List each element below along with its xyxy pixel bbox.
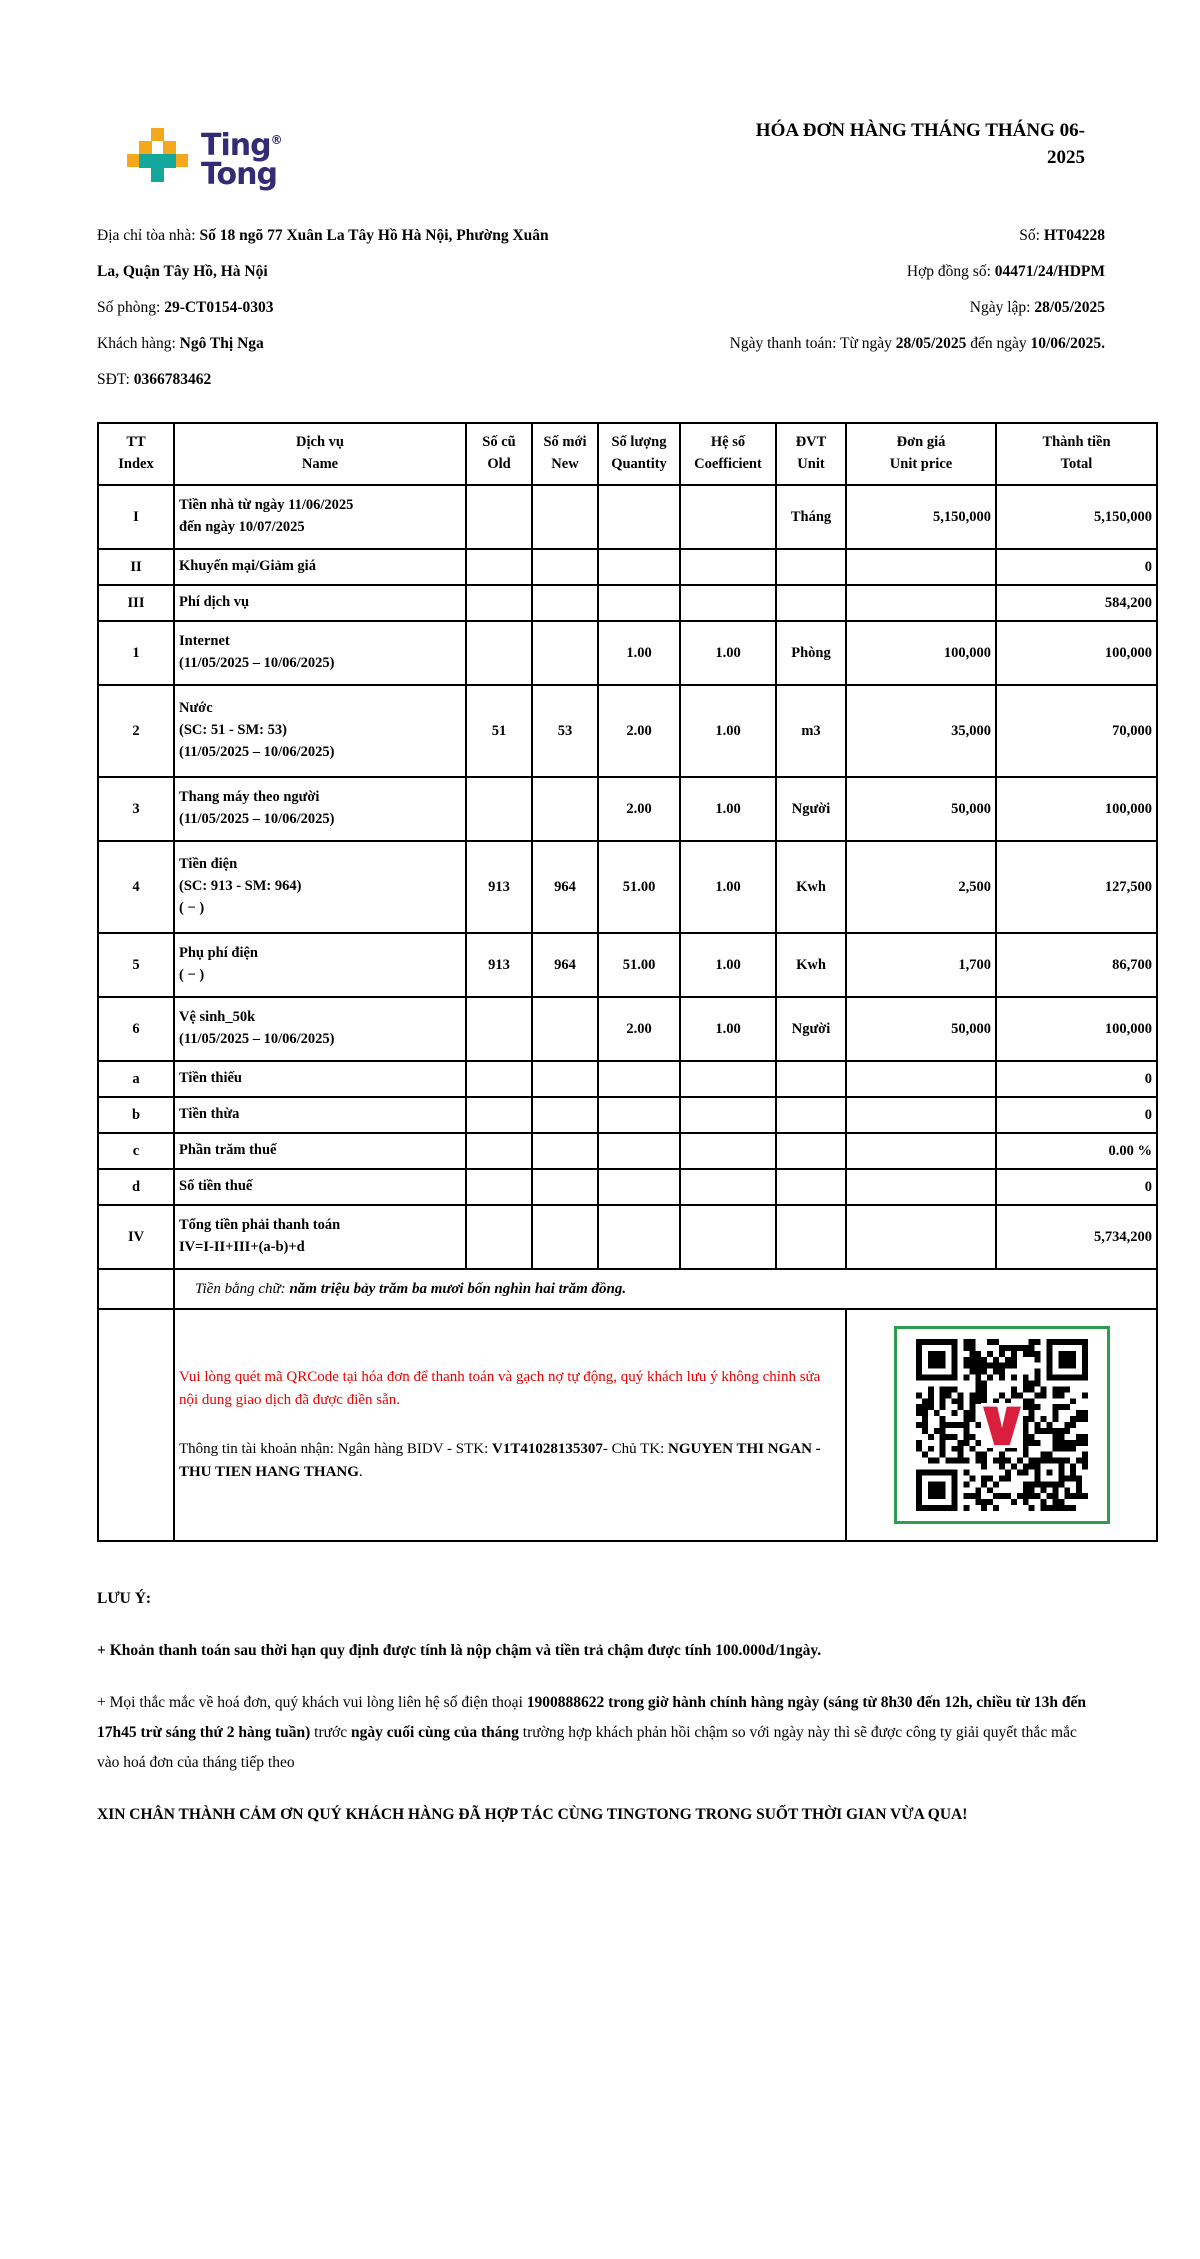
cell-new-reading (532, 549, 598, 585)
cell-unit-price: 100,000 (846, 621, 996, 685)
cell-total: 100,000 (996, 997, 1157, 1061)
cell-service-name (174, 1205, 466, 1269)
column-header-line: Unit price (889, 456, 953, 472)
column-header-line: Unit (797, 456, 825, 472)
info-label: trường hợp khách phản hồi chậm so với ngày này thì sẽ được công ty giải quyết thắc mắc vào hoá đơn của tháng tiếp theo (97, 1724, 1077, 1771)
cell-new-reading (532, 485, 598, 549)
bank-account-info (179, 1438, 841, 1485)
cell-unit-price (846, 1169, 996, 1205)
service-name-line: (11/05/2025 – 10/06/2025) (179, 1031, 335, 1047)
service-name-line: (SC: 51 - SM: 53) (179, 722, 287, 739)
table-row (98, 685, 1157, 777)
cell-new-reading (532, 1133, 598, 1169)
cell-coefficient (680, 1169, 776, 1205)
table-row (98, 841, 1157, 933)
cell-service-name (174, 933, 466, 997)
logo-line1: Ting (201, 128, 271, 163)
info-label: . (358, 1464, 363, 1481)
cell-coefficient: 1.00 (680, 777, 776, 841)
cell-service-name (174, 1169, 466, 1205)
cell-service-name (174, 1133, 466, 1169)
cell-quantity: 2.00 (598, 997, 680, 1061)
cell-index: III (98, 585, 174, 621)
cell-new-reading: 53 (532, 685, 598, 777)
service-name-line: Tiền điện (179, 856, 238, 873)
notes-heading: LƯU Ý: (97, 1590, 152, 1607)
column-header-line: Hệ số (710, 434, 746, 451)
cell-quantity: 2.00 (598, 685, 680, 777)
info-label: Ngày lập: (969, 299, 1035, 316)
logo-wordmark (201, 126, 283, 192)
cell-unit-price (846, 549, 996, 585)
cell-total: 86,700 (996, 933, 1157, 997)
logo-pixel (163, 141, 176, 154)
service-name-line: (11/05/2025 – 10/06/2025) (179, 655, 335, 671)
cell-new-reading (532, 1205, 598, 1269)
table-row (98, 585, 1157, 621)
hotline-note (97, 1688, 1103, 1778)
info-value: ngày cuối cùng của tháng (350, 1724, 519, 1741)
info-label: Số: (1019, 227, 1044, 244)
amount-in-words-row (98, 1269, 1157, 1309)
cell-unit-price (846, 1205, 996, 1269)
column-header (776, 423, 846, 485)
cell-new-reading (532, 585, 598, 621)
cell-old-reading: 913 (466, 841, 532, 933)
service-name-line: Tiền thừa (179, 1106, 240, 1123)
cell-service-name (174, 997, 466, 1061)
service-name-line: Tiền nhà từ ngày 11/06/2025 (179, 497, 354, 514)
cell-service-name (174, 585, 466, 621)
cell-unit-price: 35,000 (846, 685, 996, 777)
service-name-line: Thang máy theo người (179, 789, 320, 806)
info-line (557, 218, 1105, 254)
cell-old-reading: 913 (466, 933, 532, 997)
info-line (97, 362, 557, 398)
cell-total: 5,734,200 (996, 1205, 1157, 1269)
info-value: NGUYEN THI NGAN - THU TIEN HANG THANG (179, 1441, 821, 1481)
cell-old-reading (466, 1169, 532, 1205)
table-header-row (98, 423, 1157, 485)
cell-index: a (98, 1061, 174, 1097)
table-row (98, 1061, 1157, 1097)
cell-total: 0 (996, 1097, 1157, 1133)
column-header (466, 423, 532, 485)
cell-old-reading (466, 777, 532, 841)
table-row (98, 1133, 1157, 1169)
column-header-line: Old (487, 456, 511, 472)
amount-in-words-label: Tiền bằng chữ: (195, 1280, 290, 1297)
cell-index: 4 (98, 841, 174, 933)
cell-unit: Kwh (776, 841, 846, 933)
service-name-line: (11/05/2025 – 10/06/2025) (179, 811, 335, 827)
info-label: SĐT: (97, 371, 134, 388)
amount-in-words-value: năm triệu bảy trăm ba mươi bốn nghìn hai trăm đồng. (289, 1280, 627, 1297)
cell-quantity: 1.00 (598, 621, 680, 685)
cell-quantity: 51.00 (598, 841, 680, 933)
service-name-line: (SC: 913 - SM: 964) (179, 878, 302, 895)
info-label: Địa chỉ tòa nhà: (97, 227, 200, 244)
cell-quantity (598, 1205, 680, 1269)
cell-service-name (174, 1097, 466, 1133)
service-name-line: đến ngày 10/07/2025 (179, 519, 305, 535)
table-row (98, 1097, 1157, 1133)
cell-index: 5 (98, 933, 174, 997)
tingtong-logo-icon (127, 128, 189, 192)
cell-coefficient (680, 1061, 776, 1097)
column-header-line: ĐVT (795, 434, 827, 451)
cell-new-reading (532, 1169, 598, 1205)
cell-new-reading: 964 (532, 841, 598, 933)
cell-service-name (174, 1061, 466, 1097)
cell-coefficient (680, 1097, 776, 1133)
column-header-line: Coefficient (694, 456, 762, 472)
cell-index: d (98, 1169, 174, 1205)
column-header (846, 423, 996, 485)
cell-unit (776, 1133, 846, 1169)
cell-index: c (98, 1133, 174, 1169)
column-header-line: Dịch vụ (296, 434, 344, 451)
cell-coefficient (680, 585, 776, 621)
cell-quantity (598, 585, 680, 621)
cell-new-reading (532, 621, 598, 685)
cell-coefficient: 1.00 (680, 933, 776, 997)
qr-code-cell (846, 1309, 1157, 1541)
cell-old-reading (466, 1205, 532, 1269)
service-name-line: Phí dịch vụ (179, 594, 250, 611)
cell-old-reading (466, 549, 532, 585)
column-header-line: Số lượng (611, 434, 667, 451)
column-header-line: Thành tiền (1042, 434, 1111, 451)
service-name-line: Tiền thiếu (179, 1070, 242, 1087)
cell-total: 127,500 (996, 841, 1157, 933)
logo-pixel (151, 168, 164, 182)
column-header-line: New (551, 456, 579, 472)
cell-quantity (598, 1061, 680, 1097)
cell-service-name (174, 777, 466, 841)
cell-unit: Tháng (776, 485, 846, 549)
cell-coefficient (680, 1205, 776, 1269)
cell-total: 0 (996, 549, 1157, 585)
logo-pixel (151, 128, 164, 141)
cell-unit (776, 549, 846, 585)
cell-unit-price: 50,000 (846, 997, 996, 1061)
cell-total: 70,000 (996, 685, 1157, 777)
cell-coefficient: 1.00 (680, 997, 776, 1061)
cell-coefficient: 1.00 (680, 841, 776, 933)
service-name-line: ( − ) (179, 899, 205, 916)
info-label: Thông tin tài khoản nhận: Ngân hàng BIDV - STK: (179, 1441, 493, 1457)
info-value: 0366783462 (133, 371, 212, 388)
cell-quantity (598, 1097, 680, 1133)
cell-index: IV (98, 1205, 174, 1269)
cell-unit-price: 50,000 (846, 777, 996, 841)
cell-total: 584,200 (996, 585, 1157, 621)
info-left-column (97, 218, 557, 398)
service-name-line: Internet (179, 633, 230, 650)
column-header (98, 423, 174, 485)
cell-coefficient (680, 1133, 776, 1169)
cell-unit: Người (776, 997, 846, 1061)
column-header (174, 423, 466, 485)
cell-index: 6 (98, 997, 174, 1061)
cell-total: 0 (996, 1169, 1157, 1205)
cell-old-reading (466, 1061, 532, 1097)
table-row (98, 777, 1157, 841)
column-header-line: TT (126, 434, 146, 451)
logo-line2: Tong (201, 157, 277, 192)
empty-cell (98, 1269, 174, 1309)
logo-pixel (175, 154, 188, 167)
info-label: trước (310, 1724, 351, 1741)
table-row (98, 1205, 1157, 1269)
service-name-line: Tổng tiền phải thanh toán (179, 1217, 341, 1234)
cell-coefficient: 1.00 (680, 621, 776, 685)
column-header (532, 423, 598, 485)
cell-service-name (174, 685, 466, 777)
table-row (98, 549, 1157, 585)
cell-new-reading (532, 997, 598, 1061)
cell-unit: Người (776, 777, 846, 841)
cell-quantity: 2.00 (598, 777, 680, 841)
tingtong-logo (127, 116, 283, 192)
qr-row (98, 1309, 1157, 1541)
empty-cell (98, 1309, 174, 1541)
cell-total: 5,150,000 (996, 485, 1157, 549)
info-right-column (557, 218, 1105, 398)
cell-unit (776, 1205, 846, 1269)
table-row (98, 1169, 1157, 1205)
cell-index: 1 (98, 621, 174, 685)
cell-new-reading (532, 1061, 598, 1097)
cell-coefficient (680, 549, 776, 585)
cell-coefficient (680, 485, 776, 549)
payment-instructions-cell (174, 1309, 846, 1541)
column-header-line: Name (301, 456, 339, 472)
cell-index: II (98, 549, 174, 585)
cell-unit (776, 1061, 846, 1097)
info-line (97, 218, 557, 290)
qr-payment-notice: Vui lòng quét mã QRCode tại hóa đơn để thanh toán và gạch nợ tự động, quý khách lưu ý không chỉnh sửa nội dung giao dịch đã được điền sẵn. (179, 1368, 821, 1408)
column-header (680, 423, 776, 485)
info-label: Khách hàng: (97, 335, 180, 352)
column-header (996, 423, 1157, 485)
column-header-line: Số cũ (482, 434, 516, 451)
column-header-line: Quantity (611, 456, 667, 472)
cell-quantity (598, 549, 680, 585)
info-line (97, 290, 557, 326)
info-line (97, 326, 557, 362)
info-line (557, 254, 1105, 290)
cell-old-reading (466, 485, 532, 549)
table-row (98, 997, 1157, 1061)
cell-unit (776, 1169, 846, 1205)
service-name-line: ( − ) (179, 967, 205, 983)
cell-unit-price (846, 1061, 996, 1097)
qr-code-frame (894, 1326, 1110, 1524)
footer-notes (97, 1584, 1103, 1830)
service-name-line: Khuyến mại/Giảm giá (179, 558, 316, 575)
thank-you-note: XIN CHÂN THÀNH CẢM ƠN QUÝ KHÁCH HÀNG ĐÃ HỢP TÁC CÙNG TINGTONG TRONG SUỐT THỜI GIAN VỪA QUA! (97, 1806, 968, 1823)
service-name-line: Vệ sinh_50k (179, 1009, 256, 1026)
info-line (557, 290, 1105, 326)
column-header-line: Số mới (543, 434, 587, 451)
cell-service-name (174, 549, 466, 585)
info-line (557, 326, 1105, 362)
cell-quantity: 51.00 (598, 933, 680, 997)
column-header-line: Đơn giá (896, 434, 946, 451)
service-name-line: Nước (179, 700, 213, 717)
cell-unit: Phòng (776, 621, 846, 685)
cell-total: 100,000 (996, 621, 1157, 685)
service-name-line: Số tiền thuế (179, 1178, 253, 1195)
cell-service-name (174, 485, 466, 549)
info-label: Số phòng: (97, 299, 165, 316)
cell-new-reading (532, 777, 598, 841)
cell-unit: m3 (776, 685, 846, 777)
late-payment-note: + Khoản thanh toán sau thời hạn quy định được tính là nộp chậm và tiền trả chậm được tính 100.000d/1ngày. (97, 1642, 822, 1659)
info-label: Hợp đồng số: (906, 263, 995, 280)
cell-coefficient: 1.00 (680, 685, 776, 777)
cell-unit-price (846, 585, 996, 621)
info-value: Số 18 ngõ 77 Xuân La Tây Hồ Hà Nội, Phường Xuân La, Quận Tây Hồ, Hà Nội (97, 227, 549, 280)
info-value: 29-CT0154-0303 (164, 299, 274, 316)
cell-new-reading (532, 1097, 598, 1133)
table-row (98, 933, 1157, 997)
cell-total: 0.00 % (996, 1133, 1157, 1169)
cell-index: b (98, 1097, 174, 1133)
service-name-line: Phụ phí điện (179, 945, 258, 962)
cell-service-name (174, 841, 466, 933)
cell-total: 100,000 (996, 777, 1157, 841)
info-value: 10/06/2025. (1030, 335, 1105, 352)
logo-pixel (139, 141, 152, 154)
cell-unit-price (846, 1097, 996, 1133)
table-row (98, 621, 1157, 685)
cell-index: 2 (98, 685, 174, 777)
cell-unit (776, 1097, 846, 1133)
cell-quantity (598, 1169, 680, 1205)
cell-old-reading (466, 1133, 532, 1169)
cell-quantity (598, 1133, 680, 1169)
cell-old-reading (466, 1097, 532, 1133)
cell-old-reading: 51 (466, 685, 532, 777)
info-section (97, 218, 1105, 398)
service-name-line: (11/05/2025 – 10/06/2025) (179, 743, 335, 760)
info-value: 1900888622 trong giờ hành chính hàng ngày (sáng từ 8h30 đến 12h, chiều từ 13h đến 17h45 trừ sáng thứ 2 hàng tuần) (97, 1694, 1086, 1741)
cell-old-reading (466, 621, 532, 685)
cell-unit-price: 2,500 (846, 841, 996, 933)
cell-quantity (598, 485, 680, 549)
column-header-line: Total (1060, 456, 1093, 472)
cell-old-reading (466, 997, 532, 1061)
cell-unit-price: 1,700 (846, 933, 996, 997)
info-label: đến ngày (966, 335, 1031, 352)
info-label: + Mọi thắc mắc về hoá đơn, quý khách vui lòng liên hệ số điện thoại (97, 1694, 527, 1711)
service-name-line: Phần trăm thuế (179, 1142, 277, 1159)
invoice-title: HÓA ĐƠN HÀNG THÁNG THÁNG 06-2025 (755, 120, 1085, 168)
service-name-line: IV=I-II+III+(a-b)+d (179, 1239, 305, 1255)
table-row (98, 485, 1157, 549)
cell-unit-price: 5,150,000 (846, 485, 996, 549)
info-value: 28/05/2025 (1034, 299, 1105, 316)
info-value: HT04228 (1043, 227, 1105, 244)
invoice-table (97, 422, 1158, 1542)
cell-old-reading (466, 585, 532, 621)
cell-unit-price (846, 1133, 996, 1169)
info-value: V1T41028135307 (492, 1441, 603, 1457)
cell-new-reading: 964 (532, 933, 598, 997)
cell-total: 0 (996, 1061, 1157, 1097)
info-value: Ngô Thị Nga (179, 335, 264, 352)
cell-service-name (174, 621, 466, 685)
cell-index: I (98, 485, 174, 549)
info-label: Ngày thanh toán: Từ ngày (729, 335, 896, 352)
qr-code (916, 1339, 1088, 1511)
header (97, 116, 1085, 192)
column-header-line: Index (118, 456, 154, 472)
cell-unit (776, 585, 846, 621)
info-value: 28/05/2025 (895, 335, 967, 352)
cell-index: 3 (98, 777, 174, 841)
info-value: 04471/24/HDPM (994, 263, 1105, 280)
logo-pixel (139, 154, 176, 168)
registered-mark: ® (270, 133, 283, 147)
info-label: - Chủ TK: (602, 1441, 669, 1457)
column-header (598, 423, 680, 485)
cell-unit: Kwh (776, 933, 846, 997)
amount-in-words-cell (174, 1269, 1157, 1309)
